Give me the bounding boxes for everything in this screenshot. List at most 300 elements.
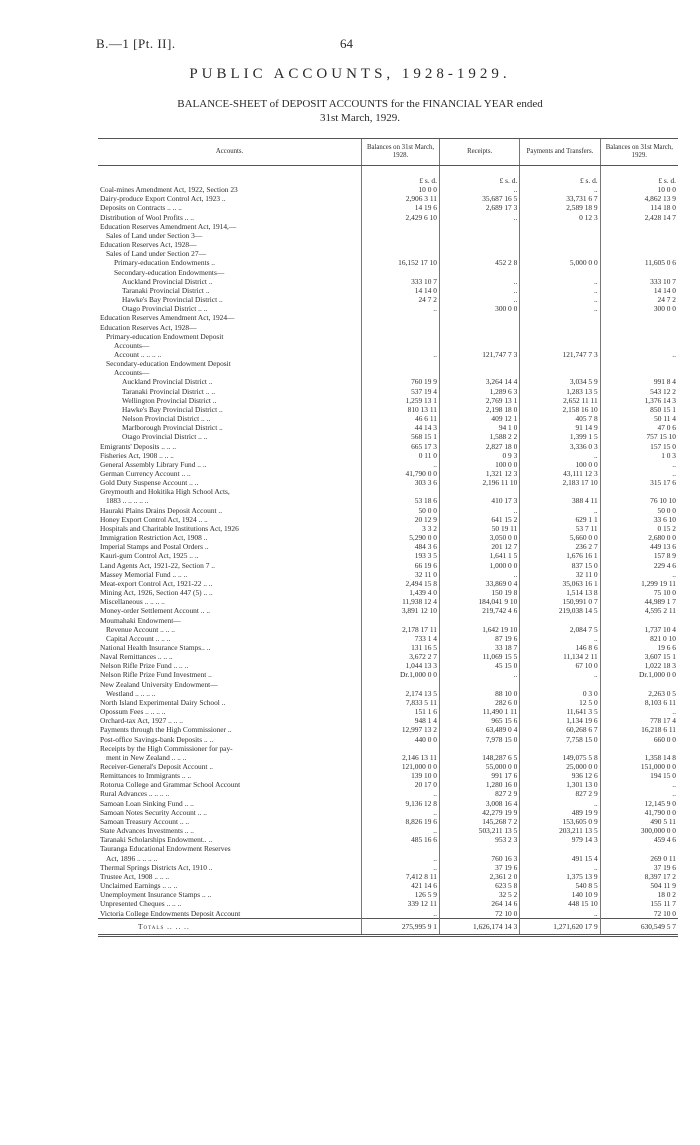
balance-1929: 18 0 2 <box>600 890 678 899</box>
receipts: .. <box>439 506 519 515</box>
account-name: Samoan Loan Sinking Fund .. .. <box>100 798 194 808</box>
payments <box>520 240 600 249</box>
receipts: 1,641 1 5 <box>439 551 519 560</box>
account-name: 1883 .. .. .. .. .. <box>106 496 149 506</box>
payments: .. <box>520 909 600 919</box>
balance-1929: 75 10 0 <box>600 588 678 597</box>
receipts <box>439 313 519 322</box>
payments <box>520 222 600 231</box>
receipts <box>439 368 519 377</box>
balance-1929 <box>600 744 678 753</box>
receipts <box>439 680 519 689</box>
balance-1929: 11,605 0 6 <box>600 258 678 267</box>
account-name: Wellington Provincial District .. <box>122 395 217 405</box>
receipts: 219,742 4 6 <box>439 606 519 615</box>
table-row <box>98 725 678 734</box>
balance-1929: .. <box>600 460 678 469</box>
payments: .. <box>520 185 600 194</box>
receipts: 1,588 2 2 <box>439 432 519 441</box>
receipts: 1,289 6 3 <box>439 387 519 396</box>
payments: 1,134 19 6 <box>520 716 600 725</box>
payments: .. <box>520 634 600 643</box>
balance-1929: .. <box>600 789 678 798</box>
balance-1929: .. <box>600 469 678 478</box>
account-name: Hawke's Bay Provincial District .. <box>122 295 223 305</box>
balance-1928: 2,429 6 10 <box>362 213 440 222</box>
account-name: Emigrants' Deposits .. .. .. <box>100 441 177 451</box>
balance-1929: 449 13 6 <box>600 542 678 551</box>
payments: 1,399 1 5 <box>520 432 600 441</box>
account-name: Education Reserves Act, 1928— <box>100 240 197 250</box>
account-name: Taranaki Scholarships Endowment.. .. <box>100 835 213 845</box>
page-header-ref: B.—1 [Pt. II]. <box>96 36 176 51</box>
table-row <box>98 680 678 689</box>
payments: .. <box>520 277 600 286</box>
balance-1929: 155 11 7 <box>600 899 678 908</box>
balance-1928: .. <box>362 826 440 835</box>
balance-1929: 333 10 7 <box>600 277 678 286</box>
table-row <box>98 799 678 808</box>
balance-1929: 2,680 0 0 <box>600 533 678 542</box>
receipts: 991 17 6 <box>439 771 519 780</box>
table-row <box>98 405 678 414</box>
table-row <box>98 652 678 661</box>
account-name: Sales of Land under Section 3— <box>106 230 203 240</box>
table-row <box>98 295 678 304</box>
units-row <box>98 166 678 186</box>
balance-1929: 8,397 17 2 <box>600 872 678 881</box>
receipts: 965 15 6 <box>439 716 519 725</box>
total-payments: 1,271,620 17 9 <box>520 918 600 935</box>
account-name: Moumahaki Endowment— <box>100 615 181 625</box>
receipts: 33 18 7 <box>439 643 519 652</box>
payments: .. <box>520 286 600 295</box>
balance-1929: .. <box>600 780 678 789</box>
table-row <box>98 185 678 194</box>
balance-1928: 16,152 17 10 <box>362 258 440 267</box>
balance-1928: 948 1 4 <box>362 716 440 725</box>
balance-1929: 1,737 10 4 <box>600 625 678 634</box>
payments: 1,283 13 5 <box>520 387 600 396</box>
table-row <box>98 396 678 405</box>
balance-1929 <box>600 222 678 231</box>
account-name: Rotorua College and Grammar School Account <box>100 780 241 790</box>
units-cell: £ s. d. <box>600 166 678 186</box>
table-row <box>98 551 678 560</box>
payments <box>520 368 600 377</box>
balance-1929: 24 7 2 <box>600 295 678 304</box>
balance-1929: 44,989 1 7 <box>600 597 678 606</box>
table-row <box>98 506 678 515</box>
payments: .. <box>520 670 600 679</box>
subtitle-line-2: 31st March, 1929. <box>319 112 401 124</box>
payments: 53 7 11 <box>520 524 600 533</box>
balance-1929 <box>600 240 678 249</box>
receipts: 184,041 9 10 <box>439 597 519 606</box>
receipts: 150 19 8 <box>439 588 519 597</box>
balance-1928: 7,833 5 11 <box>362 698 440 707</box>
balance-1928: 139 10 0 <box>362 771 440 780</box>
payments: .. <box>520 451 600 460</box>
account-name: Orchard-tax Act, 1927 .. .. .. <box>100 716 183 726</box>
account-name: Rural Advances .. .. .. .. <box>100 789 170 799</box>
balance-1928: 421 14 6 <box>362 881 440 890</box>
balance-1928 <box>362 341 440 350</box>
table-row <box>98 579 678 588</box>
payments: 405 7 8 <box>520 414 600 423</box>
balance-1929: 300,000 0 0 <box>600 826 678 835</box>
table-row <box>98 240 678 249</box>
account-name: General Assembly Library Fund .. .. <box>100 459 207 469</box>
balance-1929: 1,299 19 11 <box>600 579 678 588</box>
balance-1928: 12,997 13 2 <box>362 725 440 734</box>
balance-1928: 14 19 6 <box>362 203 440 212</box>
table-row <box>98 460 678 469</box>
payments: 2,084 7 5 <box>520 625 600 634</box>
balance-1929: 19 6 6 <box>600 643 678 652</box>
balance-1928 <box>362 268 440 277</box>
balance-1928: .. <box>362 350 440 359</box>
balance-1929: 76 10 10 <box>600 496 678 505</box>
balance-1928: 20 12 9 <box>362 515 440 524</box>
table-row <box>98 780 678 789</box>
table-row <box>98 863 678 872</box>
balance-1928: 126 5 9 <box>362 890 440 899</box>
account-name: Marlborough Provincial District .. <box>122 423 223 433</box>
receipts: 641 15 2 <box>439 515 519 524</box>
balance-1929: 12,145 9 0 <box>600 799 678 808</box>
balance-1929: 1,358 14 8 <box>600 753 678 762</box>
balance-1928 <box>362 359 440 368</box>
account-name: Mining Act, 1926, Section 447 (5) .. .. <box>100 588 213 598</box>
balance-1928: 121,000 0 0 <box>362 762 440 771</box>
table-row <box>98 670 678 679</box>
payments: 32 11 0 <box>520 570 600 579</box>
receipts <box>439 332 519 341</box>
account-name: Accounts— <box>114 340 150 350</box>
payments <box>520 323 600 332</box>
account-name: Revenue Account .. .. .. <box>106 624 175 634</box>
document-title: PUBLIC ACCOUNTS, 1928-1929. <box>189 66 511 82</box>
receipts <box>439 844 519 853</box>
balance-1929: 16,218 6 11 <box>600 725 678 734</box>
receipts: 11,069 15 5 <box>439 652 519 661</box>
balance-1928 <box>362 249 440 258</box>
table-row <box>98 844 678 853</box>
balance-1928: 2,174 13 5 <box>362 689 440 698</box>
balance-1929 <box>600 368 678 377</box>
account-name: State Advances Investments .. .. <box>100 826 195 836</box>
balance-1929: 10 0 0 <box>600 185 678 194</box>
table-row <box>98 744 678 753</box>
account-name: Taranaki Provincial District .. <box>122 285 210 295</box>
total-balance-1928: 275,995 9 1 <box>362 918 440 935</box>
balance-1929: 850 15 1 <box>600 405 678 414</box>
account-name: Miscellaneous .. .. .. .. <box>100 597 165 607</box>
account-name: Post-office Savings-bank Deposits .. .. <box>100 734 214 744</box>
receipts: 409 12 1 <box>439 414 519 423</box>
table-row <box>98 341 678 350</box>
table-row <box>98 432 678 441</box>
col-header-receipts: Receipts. <box>439 139 519 166</box>
balance-1928: 20 17 0 <box>362 780 440 789</box>
payments: 7,758 15 0 <box>520 735 600 744</box>
payments <box>520 332 600 341</box>
table-row <box>98 835 678 844</box>
balance-1928 <box>362 222 440 231</box>
account-name: Primary-education Endowments .. <box>114 258 215 268</box>
account-name: Otago Provincial District .. .. <box>122 304 208 314</box>
account-name: Land Agents Act, 1921-22, Section 7 .. <box>100 560 215 570</box>
account-name: Victoria College Endowments Deposit Account <box>100 908 241 918</box>
balance-1929: 504 11 9 <box>600 881 678 890</box>
balance-1928 <box>362 231 440 240</box>
account-name: Receiver-General's Deposit Account .. <box>100 762 214 771</box>
receipts: .. <box>439 185 519 194</box>
payments: 1,514 13 8 <box>520 588 600 597</box>
account-name: Capital Account .. .. .. <box>106 633 171 643</box>
balance-1928: 3,891 12 10 <box>362 606 440 615</box>
balance-1929: 14 14 0 <box>600 286 678 295</box>
payments: 448 15 10 <box>520 899 600 908</box>
payments: 140 10 9 <box>520 890 600 899</box>
receipts: 72 10 0 <box>439 909 519 919</box>
payments: .. <box>520 799 600 808</box>
balance-1928: 568 15 1 <box>362 432 440 441</box>
balance-1928: 2,494 15 8 <box>362 579 440 588</box>
table-row <box>98 368 678 377</box>
receipts: 100 0 0 <box>439 460 519 469</box>
balance-1929: 2,263 0 5 <box>600 689 678 698</box>
receipts: 7,978 15 0 <box>439 735 519 744</box>
balance-1928: 2,906 3 11 <box>362 194 440 203</box>
balance-1929 <box>600 487 678 496</box>
account-name: Hospitals and Charitable Institutions Act, 1926 <box>100 523 239 533</box>
balance-1928 <box>362 616 440 625</box>
account-name: Education Reserves Amendment Act, 1914,— <box>100 221 237 231</box>
payments: 540 8 5 <box>520 881 600 890</box>
balance-1928: 2,178 17 11 <box>362 625 440 634</box>
payments: 491 15 4 <box>520 854 600 863</box>
balance-1928: 131 16 5 <box>362 643 440 652</box>
balance-1929: 8,103 6 11 <box>600 698 678 707</box>
receipts: 33,869 0 4 <box>439 579 519 588</box>
payments: 67 10 0 <box>520 661 600 670</box>
balance-1929 <box>600 268 678 277</box>
table-row <box>98 442 678 451</box>
payments: 219,038 14 5 <box>520 606 600 615</box>
table-row <box>98 588 678 597</box>
table-row <box>98 487 678 496</box>
balance-1928: 3 3 2 <box>362 524 440 533</box>
balance-1929: .. <box>600 570 678 579</box>
col-header-payments: Payments and Transfers. <box>520 139 600 166</box>
balance-1928: 193 3 5 <box>362 551 440 560</box>
receipts: 2,198 18 0 <box>439 405 519 414</box>
receipts <box>439 487 519 496</box>
receipts: 63,489 0 4 <box>439 725 519 734</box>
balance-1929: 1,376 14 3 <box>600 396 678 405</box>
table-row <box>98 689 678 698</box>
balance-1928: 66 19 6 <box>362 561 440 570</box>
balance-1929: 72 10 0 <box>600 909 678 919</box>
payments: 100 0 0 <box>520 460 600 469</box>
receipts: 264 14 6 <box>439 899 519 908</box>
receipts: .. <box>439 295 519 304</box>
table-row <box>98 359 678 368</box>
balance-1928: 11,938 12 4 <box>362 597 440 606</box>
receipts: 452 2 8 <box>439 258 519 267</box>
table-row <box>98 323 678 332</box>
table-row <box>98 854 678 863</box>
payments: .. <box>520 863 600 872</box>
account-name: Unpresented Cheques .. .. .. <box>100 899 182 909</box>
balance-1928 <box>362 313 440 322</box>
table-row <box>98 350 678 359</box>
payments <box>520 359 600 368</box>
balance-1929: .. <box>600 707 678 716</box>
document-subtitle <box>60 97 660 125</box>
receipts: 87 19 6 <box>439 634 519 643</box>
account-name: Otago Provincial District .. .. <box>122 432 208 442</box>
balance-1929: 41,790 0 0 <box>600 808 678 817</box>
payments: 43,111 12 3 <box>520 469 600 478</box>
payments: 388 4 11 <box>520 496 600 505</box>
account-name: Secondary-education Endowments— <box>114 267 225 277</box>
balance-1928: Dr.1,000 0 0 <box>362 670 440 679</box>
account-name: Opossum Fees .. .. .. .. <box>100 707 166 717</box>
balance-1929 <box>600 323 678 332</box>
receipts <box>439 231 519 240</box>
account-name: Education Reserves Act, 1928— <box>100 322 197 332</box>
receipts: 148,287 6 5 <box>439 753 519 762</box>
balance-1928: .. <box>362 863 440 872</box>
table-row <box>98 597 678 606</box>
receipts: 827 2 9 <box>439 789 519 798</box>
account-name: Receipts by the High Commissioner for pay- <box>100 743 233 753</box>
receipts: 1,280 16 0 <box>439 780 519 789</box>
receipts: 1,321 12 3 <box>439 469 519 478</box>
account-name: Sales of Land under Section 27— <box>106 249 206 259</box>
account-name: Taranaki Provincial District .. .. <box>122 386 216 396</box>
table-row <box>98 524 678 533</box>
balance-1928 <box>362 487 440 496</box>
table-row <box>98 890 678 899</box>
account-name: Samoan Treasury Account .. .. <box>100 816 190 826</box>
account-name: Money-order Settlement Account .. .. <box>100 606 211 616</box>
balance-1928: 537 19 4 <box>362 387 440 396</box>
table-row <box>98 735 678 744</box>
balance-1928: 5,290 0 0 <box>362 533 440 542</box>
balance-1928: 0 11 0 <box>362 451 440 460</box>
balance-1928: 485 16 6 <box>362 835 440 844</box>
balance-1929: 821 0 10 <box>600 634 678 643</box>
account-name: Westland .. .. .. .. <box>106 688 156 698</box>
account-name: Distribution of Wool Profits .. .. <box>100 212 194 222</box>
balance-1928: 10 0 0 <box>362 185 440 194</box>
account-name: Accounts— <box>114 368 150 378</box>
receipts: 503,211 13 5 <box>439 826 519 835</box>
payments: 2,158 16 10 <box>520 405 600 414</box>
table-row <box>98 808 678 817</box>
table-row <box>98 469 678 478</box>
balance-1929: 4,595 2 11 <box>600 606 678 615</box>
table-row <box>98 616 678 625</box>
payments: 5,000 0 0 <box>520 258 600 267</box>
balance-1929: 459 4 6 <box>600 835 678 844</box>
balance-1929 <box>600 341 678 350</box>
balance-1929: 50 11 4 <box>600 414 678 423</box>
payments: .. <box>520 506 600 515</box>
payments <box>520 341 600 350</box>
balance-1928: 151 1 6 <box>362 707 440 716</box>
table-row <box>98 286 678 295</box>
receipts: 121,747 7 3 <box>439 350 519 359</box>
page-number: 64 <box>340 36 353 51</box>
payments <box>520 616 600 625</box>
payments: 11,134 2 11 <box>520 652 600 661</box>
receipts <box>439 744 519 753</box>
balance-1929: 33 6 10 <box>600 515 678 524</box>
receipts: 953 2 3 <box>439 835 519 844</box>
receipts: 1,000 0 0 <box>439 561 519 570</box>
balance-1929 <box>600 359 678 368</box>
balance-1929: 50 0 0 <box>600 506 678 515</box>
payments <box>520 744 600 753</box>
balance-1929: 269 0 11 <box>600 854 678 863</box>
payments: 60,268 6 7 <box>520 725 600 734</box>
account-name: Secondary-education Endowment Deposit <box>106 359 231 369</box>
account-name: Auckland Provincial District .. <box>122 276 213 286</box>
balance-1928 <box>362 844 440 853</box>
balance-1928: 24 7 2 <box>362 295 440 304</box>
payments: 979 14 3 <box>520 835 600 844</box>
table-row <box>98 414 678 423</box>
table-row <box>98 789 678 798</box>
receipts: 760 16 3 <box>439 854 519 863</box>
balance-1929: .. <box>600 350 678 359</box>
account-name: North Island Experimental Dairy School .. <box>100 697 226 707</box>
totals-label: Totals .. .. .. <box>98 918 362 935</box>
units-cell: £ s. d. <box>362 166 440 186</box>
balance-1928: 339 12 11 <box>362 899 440 908</box>
payments: 121,747 7 3 <box>520 350 600 359</box>
account-name: Immigration Restriction Act, 1908 .. <box>100 533 208 543</box>
payments: 236 2 7 <box>520 542 600 551</box>
balance-1929: 3,607 15 1 <box>600 652 678 661</box>
total-balance-1929: 630,549 5 7 <box>600 918 678 935</box>
table-row <box>98 222 678 231</box>
payments: 153,605 0 9 <box>520 817 600 826</box>
balance-1928: 760 19 9 <box>362 377 440 386</box>
balance-1928: 2,146 13 11 <box>362 753 440 762</box>
table-row <box>98 634 678 643</box>
receipts: 1,642 19 10 <box>439 625 519 634</box>
balance-1928: 1,044 13 3 <box>362 661 440 670</box>
balance-1928: .. <box>362 789 440 798</box>
balance-1929: 229 4 6 <box>600 561 678 570</box>
balance-1928: 1,439 4 0 <box>362 588 440 597</box>
balance-1929: 1 0 3 <box>600 451 678 460</box>
table-row <box>98 762 678 771</box>
payments: 149,075 5 8 <box>520 753 600 762</box>
balance-1928: 1,259 13 1 <box>362 396 440 405</box>
payments: 11,641 3 5 <box>520 707 600 716</box>
account-name: ment in New Zealand .. .. .. <box>106 752 187 762</box>
receipts <box>439 249 519 258</box>
receipts: 145,268 7 2 <box>439 817 519 826</box>
receipts <box>439 323 519 332</box>
